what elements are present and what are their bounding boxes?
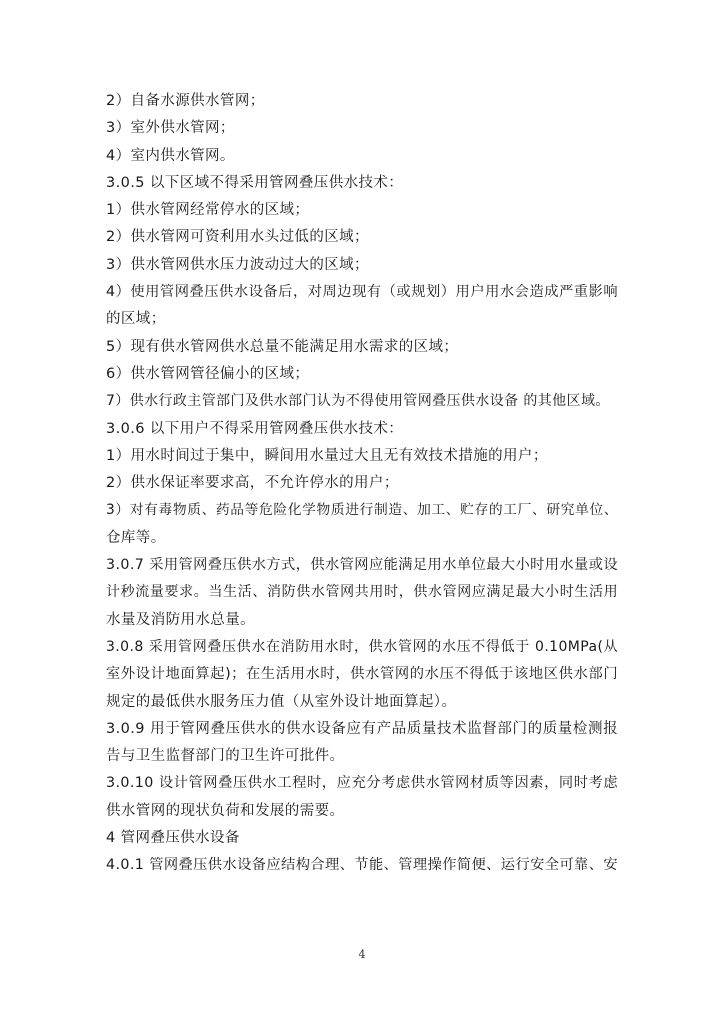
list-item: 3）对有毒物质、药品等危险化学物质进行制造、加工、贮存的工厂、研究单位、 <box>106 502 618 519</box>
clause-3-0-10-text: 3.0.10 设计管网叠压供水工程时，应充分考虑供水管网材质等因素，同时考虑 <box>106 775 618 792</box>
clause-3-0-9-text: 3.0.9 用于管网叠压供水的供水设备应有产品质量技术监督部门的质量检测报 <box>106 720 618 737</box>
clause-3-0-7-text: 水量及消防用水总量。 <box>106 611 255 628</box>
list-item: 3）供水管网供水压力波动过大的区域； <box>106 256 369 273</box>
list-item: 1）供水管网经常停水的区域； <box>106 202 310 219</box>
clause-3-0-5-heading: 3.0.5 以下区域不得采用管网叠压供水技术： <box>106 174 404 191</box>
clause-3-0-8-text: 室外设计地面算起)；在生活用水时，供水管网的水压不得低于该地区供水部门 <box>106 666 618 683</box>
list-item-continuation: 仓库等。 <box>106 529 166 546</box>
list-item: 7）供水行政主管部门及供水部门认为不得使用管网叠压供水设备 的其他区域。 <box>106 393 610 410</box>
clause-3-0-7-text: 计秒流量要求。当生活、消防供水管网共用时，供水管网应满足最大小时生活用 <box>106 584 618 601</box>
clause-3-0-8-text: 规定的最低供水服务压力值（从室外设计地面算起）。 <box>106 693 457 710</box>
clause-3-0-10-text: 供水管网的现状负荷和发展的需要。 <box>106 802 345 819</box>
page-number: 4 <box>358 948 366 961</box>
clause-3-0-6-heading: 3.0.6 以下用户不得采用管网叠压供水技术： <box>106 420 404 437</box>
list-item-self-water-source: 2）自备水源供水管网； <box>106 93 265 109</box>
clause-3-0-9-text: 告与卫生监督部门的卫生许可批件。 <box>106 748 345 765</box>
list-item: 1）用水时间过于集中，瞬间用水量过大且无有效技术措施的用户； <box>106 447 548 464</box>
body-text <box>106 90 618 882</box>
list-item: 2）供水保证率要求高，不允许停水的用户； <box>106 475 399 492</box>
list-item: 4）使用管网叠压供水设备后，对周边现有（或规划）用户用水会造成严重影响 <box>106 284 618 301</box>
list-item: 5）现有供水管网供水总量不能满足用水需求的区域； <box>106 338 459 355</box>
clause-3-0-7-text: 3.0.7 采用管网叠压供水方式，供水管网应能满足用水单位最大小时用水量或设 <box>106 557 618 574</box>
section-4-heading: 4 管网叠压供水设备 <box>106 830 240 847</box>
clause-4-0-1-text: 4.0.1 管网叠压供水设备应结构合理、节能、管理操作简便、运行安全可靠、安 <box>106 857 618 874</box>
list-item: 6）供水管网管径偏小的区域； <box>106 365 310 382</box>
list-item: 2）供水管网可资利用水头过低的区域； <box>106 229 369 246</box>
list-item-continuation: 的区域； <box>106 311 166 328</box>
list-item-indoor-network: 4）室内供水管网。 <box>106 147 235 164</box>
clause-3-0-8-text: 3.0.8 采用管网叠压供水在消防用水时，供水管网的水压不得低于 0.10MPa(从 <box>106 638 618 655</box>
list-item-outdoor-network: 3）室外供水管网； <box>106 120 235 137</box>
